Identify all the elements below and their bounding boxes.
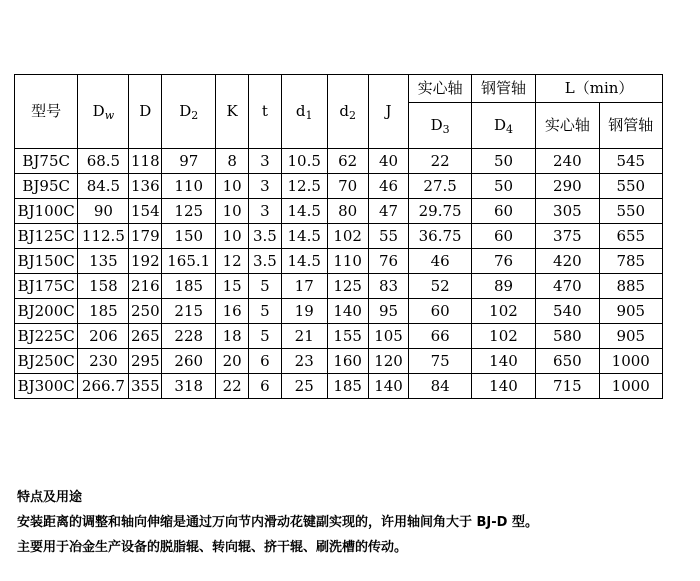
col-solid-shaft: 实心轴 [409,75,471,103]
table-cell: 10 [216,174,249,199]
table-cell: BJ100C [15,199,78,224]
table-cell: 305 [536,199,599,224]
table-cell: 266.7 [78,374,129,399]
col-d: D [129,75,162,149]
table-cell: 192 [129,249,162,274]
table-cell: 179 [129,224,162,249]
col-l-min: L（min） [536,75,663,103]
table-cell: 47 [368,199,409,224]
table-cell: 105 [368,324,409,349]
spec-table [14,74,663,399]
table-cell: BJ75C [15,149,78,174]
table-cell: BJ125C [15,224,78,249]
table-cell: 18 [216,324,249,349]
table-cell: 22 [409,149,471,174]
table-cell: 62 [327,149,368,174]
table-row [15,224,663,249]
table-cell: 1000 [599,374,662,399]
table-cell: 46 [409,249,471,274]
table-cell: 17 [281,274,327,299]
table-cell: 150 [162,224,216,249]
table-cell: BJ200C [15,299,78,324]
table-cell: 68.5 [78,149,129,174]
table-cell: 110 [162,174,216,199]
table-cell: 80 [327,199,368,224]
table-cell: 6 [249,349,282,374]
table-cell: 10 [216,199,249,224]
table-cell: 650 [536,349,599,374]
table-cell: 295 [129,349,162,374]
table-row [15,174,663,199]
table-cell: 5 [249,324,282,349]
table-cell: 165.1 [162,249,216,274]
table-cell: 140 [471,349,535,374]
table-cell: BJ225C [15,324,78,349]
table-cell: 76 [471,249,535,274]
notes-line-2: 主要用于冶金生产设备的脱脂辊、转向辊、挤干辊、刷洗槽的传动。 [17,540,408,555]
table-cell: 110 [327,249,368,274]
col-dw: $D_w$ [78,75,129,149]
table-row [15,299,663,324]
table-row [15,274,663,299]
header-row-1 [15,75,663,103]
table-cell: 75 [409,349,471,374]
table-cell: 46 [368,174,409,199]
table-row [15,374,663,399]
table-cell: 155 [327,324,368,349]
table-cell: 52 [409,274,471,299]
table-cell: 3 [249,149,282,174]
table-cell: 140 [368,374,409,399]
table-cell: 135 [78,249,129,274]
table-cell: 8 [216,149,249,174]
table-cell: 22 [216,374,249,399]
col-k: K [216,75,249,149]
table-cell: 66 [409,324,471,349]
table-cell: 29.75 [409,199,471,224]
table-cell: 5 [249,299,282,324]
table-cell: 125 [327,274,368,299]
table-cell: 60 [471,199,535,224]
table-cell: 230 [78,349,129,374]
table-cell: 206 [78,324,129,349]
table-cell: 70 [327,174,368,199]
table-cell: 550 [599,174,662,199]
notes-heading: 特点及用途 [17,490,83,505]
table-cell: 715 [536,374,599,399]
table-cell: 89 [471,274,535,299]
table-cell: 6 [249,374,282,399]
table-cell: 215 [162,299,216,324]
table-cell: 23 [281,349,327,374]
table-cell: 50 [471,174,535,199]
table-cell: 84.5 [78,174,129,199]
col-steel-tube-shaft: 钢管轴 [471,75,535,103]
table-cell: 140 [471,374,535,399]
table-cell: 136 [129,174,162,199]
table-cell: 250 [129,299,162,324]
col-l-solid: 实心轴 [536,103,599,149]
table-cell: 10.5 [281,149,327,174]
table-row [15,349,663,374]
table-row [15,324,663,349]
table-cell: 420 [536,249,599,274]
col-d2-small: $d_2$ [327,75,368,149]
table-cell: 140 [327,299,368,324]
col-d4: $D_4$ [471,103,535,149]
table-cell: 102 [471,299,535,324]
table-row [15,149,663,174]
col-model: 型号 [15,75,78,149]
table-cell: 14.5 [281,249,327,274]
table-cell: 540 [536,299,599,324]
col-d2: $D_2$ [162,75,216,149]
table-cell: 12 [216,249,249,274]
table-cell: 905 [599,299,662,324]
table-cell: 50 [471,149,535,174]
table-cell: 25 [281,374,327,399]
table-cell: 3.5 [249,249,282,274]
table-cell: 470 [536,274,599,299]
table-row [15,249,663,274]
table-cell: 355 [129,374,162,399]
table-cell: 3.5 [249,224,282,249]
table-cell: 5 [249,274,282,299]
table-cell: 318 [162,374,216,399]
table-cell: BJ175C [15,274,78,299]
table-cell: 10 [216,224,249,249]
table-cell: 14.5 [281,224,327,249]
table-cell: 120 [368,349,409,374]
table-cell: 27.5 [409,174,471,199]
table-cell: 265 [129,324,162,349]
table-cell: 15 [216,274,249,299]
table-cell: 112.5 [78,224,129,249]
table-cell: 3 [249,174,282,199]
table-cell: 3 [249,199,282,224]
table-cell: 95 [368,299,409,324]
table-row [15,199,663,224]
table-cell: BJ150C [15,249,78,274]
table-cell: 125 [162,199,216,224]
table-cell: 1000 [599,349,662,374]
col-d3: $D_3$ [409,103,471,149]
table-cell: 885 [599,274,662,299]
table-cell: 228 [162,324,216,349]
table-cell: 16 [216,299,249,324]
table-cell: 83 [368,274,409,299]
table-body [15,149,663,399]
table-cell: 260 [162,349,216,374]
table-cell: 40 [368,149,409,174]
table-cell: 36.75 [409,224,471,249]
col-t: t [249,75,282,149]
notes-line-1: 安装距离的调整和轴向伸缩是通过万向节内滑动花键副实现的，许用轴间角大于 BJ-D 型。 [17,515,538,530]
table-cell: 160 [327,349,368,374]
table-cell: 158 [78,274,129,299]
table-cell: 19 [281,299,327,324]
table-cell: 102 [327,224,368,249]
col-d1-small: $d_1$ [281,75,327,149]
table-cell: 290 [536,174,599,199]
table-cell: 90 [78,199,129,224]
table-cell: 118 [129,149,162,174]
table-cell: 545 [599,149,662,174]
table-cell: 21 [281,324,327,349]
table-cell: 905 [599,324,662,349]
table-cell: 785 [599,249,662,274]
table-cell: 550 [599,199,662,224]
table-cell: 185 [327,374,368,399]
table-cell: 216 [129,274,162,299]
table-cell: 20 [216,349,249,374]
table-cell: 240 [536,149,599,174]
table-cell: 185 [78,299,129,324]
table-cell: 580 [536,324,599,349]
table-cell: 655 [599,224,662,249]
table-cell: 14.5 [281,199,327,224]
notes-section [17,485,538,560]
table-cell: 97 [162,149,216,174]
table-cell: 375 [536,224,599,249]
table-cell: 12.5 [281,174,327,199]
table-cell: 185 [162,274,216,299]
table-cell: 154 [129,199,162,224]
table-cell: BJ300C [15,374,78,399]
table-cell: BJ250C [15,349,78,374]
table-cell: 84 [409,374,471,399]
table-cell: BJ95C [15,174,78,199]
col-j: J [368,75,409,149]
table-cell: 102 [471,324,535,349]
table-cell: 60 [471,224,535,249]
table-cell: 60 [409,299,471,324]
table-cell: 55 [368,224,409,249]
col-l-tube: 钢管轴 [599,103,662,149]
table-cell: 76 [368,249,409,274]
